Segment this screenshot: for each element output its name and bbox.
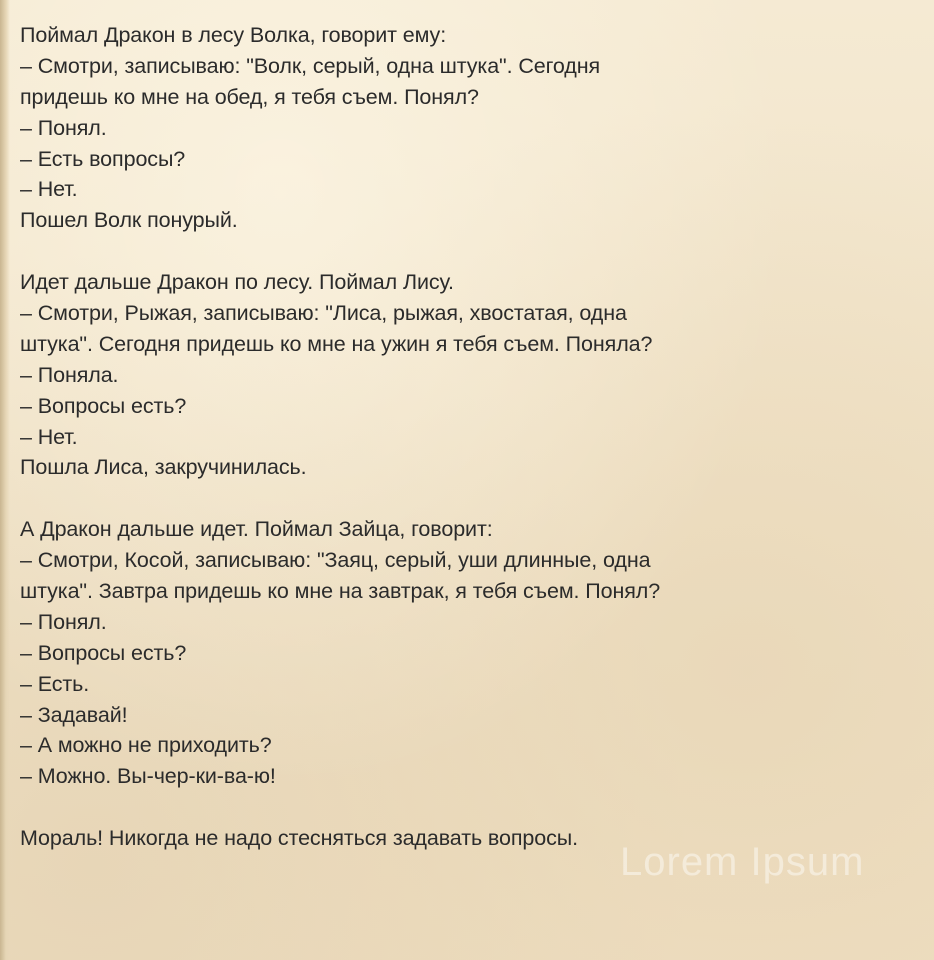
paper-left-edge <box>0 0 10 960</box>
story-line: – Нет. <box>20 424 78 449</box>
story-line: А Дракон дальше идет. Поймал Зайца, говорит: <box>20 517 493 542</box>
story-line: – Смотри, Косой, записываю: "Заяц, серый, уши длинные, одна <box>20 548 651 573</box>
story-line: Идет дальше Дракон по лесу. Поймал Лису. <box>20 270 454 295</box>
story-line: – Понял. <box>20 609 107 634</box>
paragraph-gap <box>20 236 928 267</box>
paragraph-wolf <box>20 20 928 236</box>
story-line: придешь ко мне на обед, я тебя съем. Понял? <box>20 84 479 109</box>
story-line: Пошла Лиса, закручинилась. <box>20 455 307 480</box>
story-line: – Есть. <box>20 671 90 696</box>
watermark: Lorem Ipsum <box>620 840 865 884</box>
story-line: Поймал Дракон в лесу Волка, говорит ему: <box>20 23 447 47</box>
paragraph-hare <box>20 514 928 792</box>
story-line: – Смотри, записываю: "Волк, серый, одна штука". Сегодня <box>20 53 601 78</box>
story-line: – А можно не приходить? <box>20 733 272 758</box>
paragraph-gap <box>20 792 928 823</box>
story-line: – Смотри, Рыжая, записываю: "Лиса, рыжая, хвостатая, одна <box>20 301 627 326</box>
story-line: Пошел Волк понурый. <box>20 208 238 233</box>
story-text <box>20 20 928 854</box>
paragraph-fox <box>20 267 928 483</box>
paragraph-gap <box>20 483 928 514</box>
story-line: – Нет. <box>20 177 78 202</box>
story-line: – Понял. <box>20 115 107 140</box>
story-line: штука". Сегодня придешь ко мне на ужин я тебя съем. Поняла? <box>20 331 653 356</box>
story-line: – Вопросы есть? <box>20 640 187 665</box>
story-line: – Можно. Вы-чер-ки-ва-ю! <box>20 764 276 789</box>
story-line: штука". Завтра придешь ко мне на завтрак, я тебя съем. Понял? <box>20 579 661 604</box>
story-line: – Есть вопросы? <box>20 146 186 171</box>
story-line: – Задавай! <box>20 702 128 727</box>
story-line: – Поняла. <box>20 362 119 387</box>
moral-line: Мораль! Никогда не надо стесняться задавать вопросы. <box>20 826 578 851</box>
story-line: – Вопросы есть? <box>20 393 187 418</box>
